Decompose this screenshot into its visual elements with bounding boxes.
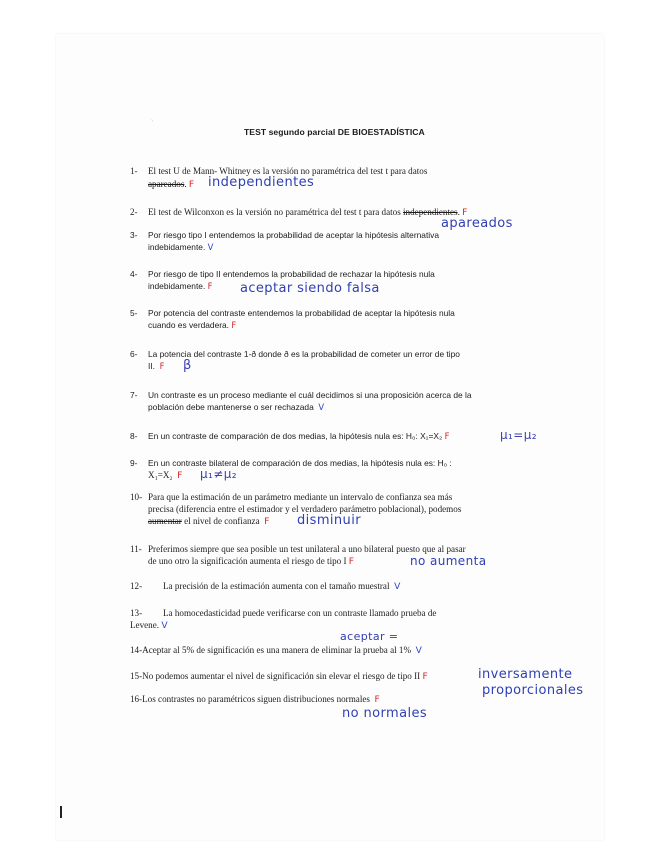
handwritten-note: aceptar = [340,630,399,643]
answer-mark: F [462,208,468,218]
question-number: 11- [130,544,142,554]
question-number: 12- [130,581,143,591]
question-text: el nivel de confianza [181,516,260,526]
question-4-line2 [148,280,212,292]
question-text [148,430,449,442]
handwritten-correction-line2: proporcionales [482,683,584,698]
handwritten-correction: inversamente [478,667,573,682]
page-title: TEST segundo parcial DE BIOESTADÍSTICA [244,127,425,137]
struck-word: aumentar [148,516,182,526]
question-text: En un contraste bilateral de comparación de dos medias, la hipótesis nula es: H₀ : [148,458,452,468]
question-text: de uno otro la significación aumenta el riesgo de tipo I [148,556,347,566]
question-13-line2 [130,619,168,632]
answer-mark: F [374,695,380,705]
question-text: Un contraste es un proceso mediante el cuál decidimos si una proposición acerca de la [148,390,472,400]
question-7-line2 [148,401,324,413]
handwritten-correction: no aumenta [410,554,487,568]
answer-mark: F [348,557,355,567]
question-number: 6- [130,349,138,359]
question-text: X₁=X₂ [148,470,173,480]
question-14 [130,644,422,657]
answer-mark: V [394,582,401,592]
question-text: II. [148,361,155,371]
question-3 [130,229,439,241]
question-number: 9- [130,458,138,468]
question-text: Preferimos siempre que sea posible un test unilateral a uno bilateral puesto que al pasar [148,544,466,554]
question-text: La potencia del contraste 1-ð donde ð es la probabilidad de cometer un error de tipo [148,349,460,359]
question-text-part: El test de Wilconxon es la versión no paramétrica del test t para datos [148,207,404,217]
question-9 [130,457,452,469]
question-11-line2 [148,555,354,568]
question-number: 7- [130,390,138,400]
question-number: 2- [130,207,138,217]
question-6-line2 [148,360,164,372]
question-text: indebidamente. [148,242,206,252]
question-9-line2 [148,469,182,482]
question-number: 1- [130,166,138,176]
answer-mark: F [231,320,237,330]
question-number: 4- [130,269,138,279]
question-text-part: La precisión de la estimación aumenta con el tamaño muestral [163,581,390,591]
handwritten-correction: disminuir [297,513,361,528]
question-15 [130,670,428,683]
answer-mark: V [415,646,422,656]
question-text: indebidamente. [148,281,206,291]
struck-word: apareados [148,179,185,189]
question-3-line2 [148,241,213,253]
question-number: 3- [130,230,138,240]
question-text: Los contrastes no paramétricos siguen distribuciones normales [142,694,370,704]
handwritten-correction: β [183,358,192,373]
question-text [163,580,400,593]
question-text-part: . [457,207,460,217]
question-12 [130,580,401,592]
question-text: El test U de Mann- Whitney es la versión no paramétrica del test t para datos [148,166,428,176]
answer-mark: F [444,431,450,441]
question-text: . [184,179,187,189]
question-8 [130,430,450,442]
question-text: Por riesgo de tipo II entendemos la probabilidad de rechazar la hipótesis nula [148,269,435,279]
question-number: 5- [130,308,138,318]
question-text: Para que la estimación de un parámetro mediante un intervalo de confianza sea más [148,492,453,502]
handwritten-correction: μ₁≠μ₂ [200,467,237,481]
answer-mark: F [188,180,195,190]
answer-mark: F [207,281,213,291]
question-text: Por riesgo tipo I entendemos la probabilidad de aceptar la hipótesis alternativa [148,230,439,240]
question-text: población debe mantenerse o ser rechazada [148,402,314,412]
question-text: Aceptar al 5% de significación es una manera de eliminar la prueba al 1% [142,645,412,655]
question-text-part: En un contraste de comparación de dos medias, la hipótesis nula es: H₀: X₁=X₂ [148,431,443,441]
question-text [148,206,467,219]
question-10-line3 [148,515,269,528]
question-text: Levene. [130,620,160,630]
question-text: La homocedasticidad puede verificarse con un contraste llamado prueba de [163,608,437,618]
question-13 [130,607,437,619]
answer-mark: V [161,621,168,631]
question-4 [130,268,435,280]
question-7 [130,389,472,401]
struck-word: independientes [403,207,458,217]
question-16 [130,693,380,706]
handwritten-correction: aceptar siendo falsa [240,281,380,296]
question-10 [130,491,453,503]
question-11 [130,543,466,555]
question-5 [130,307,455,319]
question-number: 8- [130,431,138,441]
question-1 [130,165,428,177]
handwritten-correction: apareados [441,216,513,231]
question-text: No podemos aumentar el nivel de significación sin elevar el riesgo de tipo II [142,671,421,681]
handwritten-correction: μ₁=μ₂ [500,428,537,442]
question-number: 10- [130,492,143,502]
answer-mark: F [264,517,270,527]
question-5-line2 [148,319,236,331]
question-number: 13- [130,608,143,618]
answer-mark: F [159,361,165,371]
answer-mark: F [177,471,183,481]
question-1-line2 [148,178,194,191]
answer-mark: V [207,242,214,252]
question-number: 16- [130,694,143,704]
question-number: 14- [130,645,143,655]
handwritten-correction: no normales [342,706,428,721]
handwritten-correction: independientes [208,175,315,190]
question-10-line2: precisa (diferencia entre el estimador y el verdadero parámetro poblacional), podemos [148,504,462,514]
scan-edge-mark [60,806,62,818]
bleed-through-mark: ` [150,118,156,131]
question-text: cuando es verdadera. [148,320,230,330]
question-text: Por potencia del contraste entendemos la probabilidad de aceptar la hipótesis nula [148,308,455,318]
question-6 [130,348,460,360]
question-2 [130,206,468,218]
answer-mark: V [318,402,325,412]
question-number: 15- [130,671,143,681]
answer-mark: F [422,672,428,682]
